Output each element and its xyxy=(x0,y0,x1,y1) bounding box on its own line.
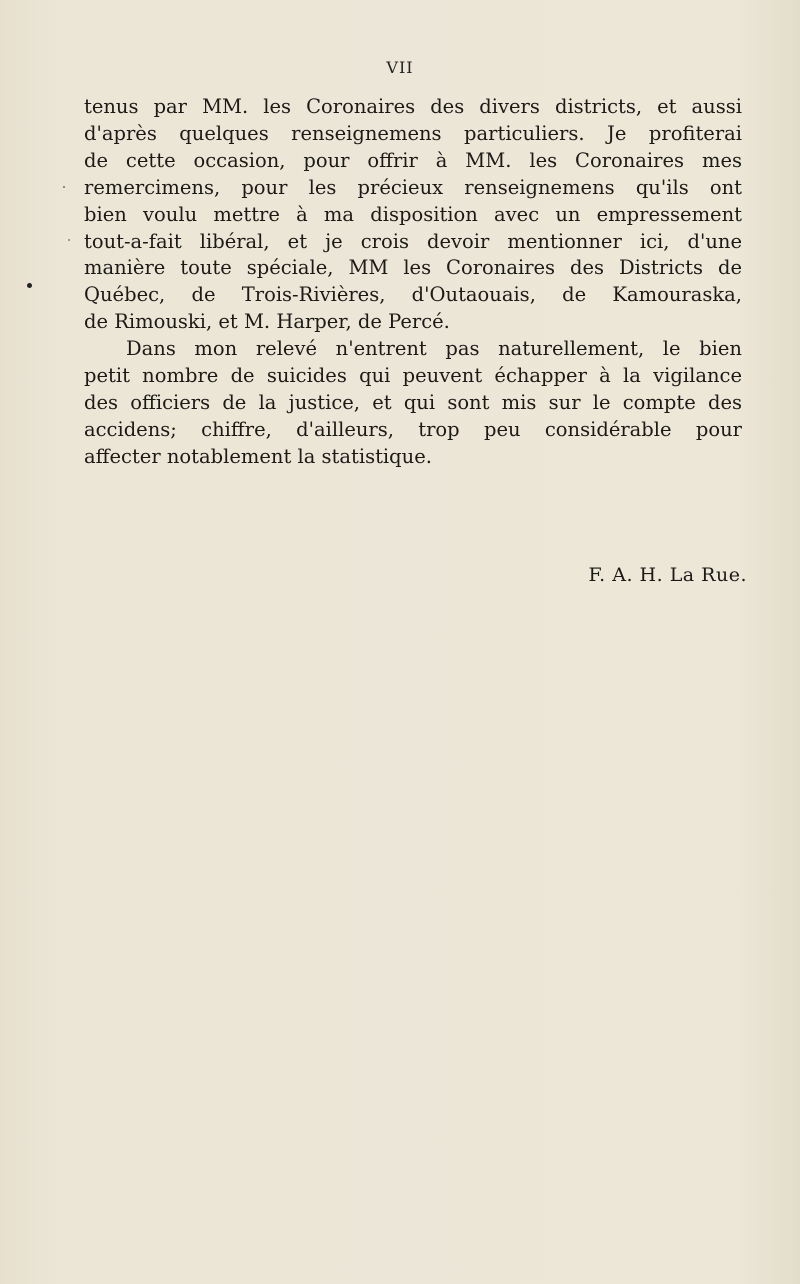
paragraph-2 xyxy=(84,336,742,471)
text-line: remercimens, pour les précieux renseignemens qu'ils ont xyxy=(84,175,742,199)
text-line: d'après quelques renseignemens particuliers. Je profiterai xyxy=(84,121,742,145)
text-line: de Rimouski, et M. Harper, de Percé. xyxy=(84,310,450,334)
text-line: affecter notablement la statistique. xyxy=(84,444,432,468)
ink-speck xyxy=(63,186,65,188)
text-line: accidens; chiffre, d'ailleurs, trop peu considérable pour xyxy=(84,417,742,441)
text-line: petit nombre de suicides qui peuvent échapper à la vigilance xyxy=(84,364,742,388)
text-line: tout-a-fait libéral, et je crois devoir mentionner ici, d'une xyxy=(84,229,742,253)
text-line: tenus par MM. les Coronaires des divers districts, et aussi xyxy=(84,95,742,118)
text-line: bien voulu mettre à ma disposition avec un empressement xyxy=(84,202,742,226)
text-line: Dans mon relevé n'entrent pas naturellement, le bien xyxy=(126,337,742,361)
page-number: VII xyxy=(386,58,414,77)
author-signature: F. A. H. La Rue. xyxy=(588,564,747,586)
ink-speck xyxy=(68,239,70,241)
text-line: manière toute spéciale, MM les Coronaires des Districts de xyxy=(84,256,742,280)
text-line: des officiers de la justice, et qui sont mis sur le compte des xyxy=(84,390,742,414)
paragraph-1 xyxy=(84,94,742,336)
text-line: de cette occasion, pour offrir à MM. les Coronaires mes xyxy=(84,148,742,172)
text-line: Québec, de Trois-Rivières, d'Outaouais, de Kamouraska, xyxy=(84,283,742,307)
ink-speck xyxy=(27,283,32,288)
body-text xyxy=(84,94,742,471)
